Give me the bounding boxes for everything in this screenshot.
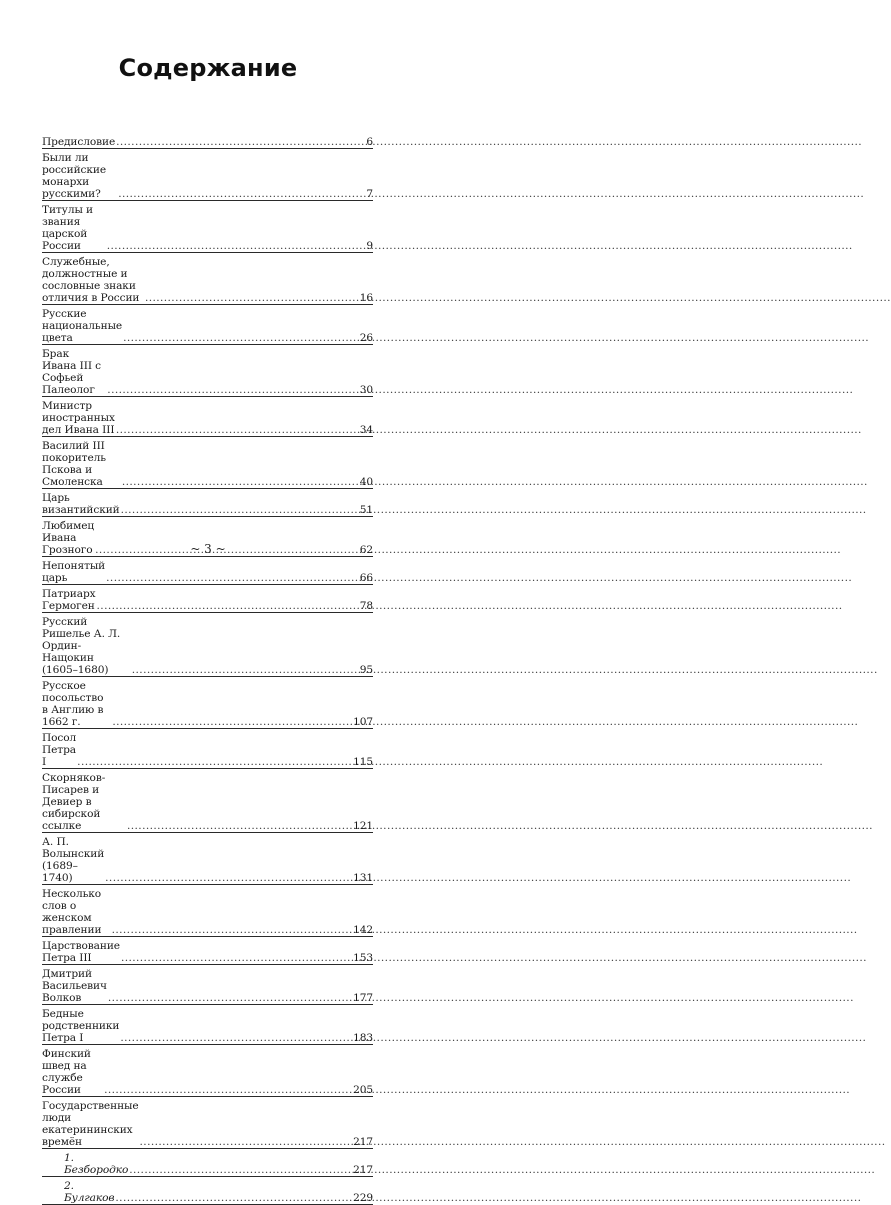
toc-entry — [42, 677, 373, 729]
toc-entry — [42, 345, 373, 397]
dot-leader — [106, 572, 360, 584]
toc-entry-page: 6 — [366, 136, 373, 148]
toc-entry-title: Патриарх Гермоген — [42, 588, 96, 612]
toc-subentry-page: 217 — [353, 1164, 373, 1176]
toc-subentry-title: 1. Безбородко — [64, 1152, 129, 1176]
toc-entry-title: Непонятый царь — [42, 560, 106, 584]
dot-leader — [115, 1192, 353, 1204]
toc-entry-page: 7 — [366, 188, 373, 200]
dot-leader — [112, 924, 353, 936]
dot-leader — [121, 504, 360, 516]
toc-entry-page: 121 — [353, 820, 373, 832]
dot-leader — [122, 476, 360, 488]
toc-entry-title: Министр иностранных дел Ивана III — [42, 400, 115, 436]
toc-entry — [42, 437, 373, 489]
dot-leader — [127, 820, 353, 832]
dot-leader — [132, 664, 360, 676]
page-number: ~ 3 ~ — [190, 542, 226, 556]
dot-leader — [77, 756, 353, 768]
toc-entry-page: 16 — [359, 292, 373, 304]
toc-entry-title: Брак Ивана III с Софьей Палеолог — [42, 348, 102, 396]
toc-entry-page: 40 — [359, 476, 373, 488]
toc-subentry — [42, 1177, 373, 1205]
toc-entry-page: 183 — [353, 1032, 373, 1044]
toc-entry-title: Государственные люди екатерининских времён — [42, 1100, 139, 1148]
toc-entry-page: 30 — [359, 384, 373, 396]
toc-entry — [42, 397, 373, 437]
toc-entry — [42, 133, 373, 149]
toc-entry-page: 26 — [359, 332, 373, 344]
toc-entry — [42, 253, 373, 305]
toc-entry-title: Дмитрий Васильевич Волков — [42, 968, 107, 1004]
toc-entry-title: Василий III покоритель Пскова и Смоленска — [42, 440, 106, 488]
toc-entry — [42, 585, 373, 613]
toc-entry-title: Финский швед на службе России — [42, 1048, 91, 1096]
toc-entry — [42, 937, 373, 965]
toc-entry-page: 9 — [366, 240, 373, 252]
dot-leader — [97, 600, 360, 612]
toc-entry-page: 153 — [353, 952, 373, 964]
toc-entry — [42, 557, 373, 585]
toc-subentry-title: 2. Булгаков — [64, 1180, 115, 1204]
toc-entry-page: 177 — [353, 992, 373, 1004]
toc-entry — [42, 885, 373, 937]
toc-entry-page: 34 — [359, 424, 373, 436]
toc-entry-title: Русский Ришелье А. Л. Ордин-Нащокин (1605–1680) — [42, 616, 121, 676]
page-title: Содержание — [118, 54, 298, 82]
toc-entry-page: 78 — [359, 600, 373, 612]
toc-entry — [42, 613, 373, 677]
toc-entry — [42, 965, 373, 1005]
dot-leader — [118, 188, 366, 200]
dot-leader — [120, 1032, 353, 1044]
toc-entry-page: 51 — [359, 504, 373, 516]
toc-entry-page: 217 — [353, 1136, 373, 1148]
toc-entry-title: Титулы и звания царской России — [42, 204, 94, 252]
toc-subentry-page: 229 — [353, 1192, 373, 1204]
toc-entry-title: Были ли российские монархи русскими? — [42, 152, 107, 200]
toc-entry-title: Царь византийский — [42, 492, 120, 516]
dot-leader — [112, 716, 353, 728]
toc-entry — [42, 489, 373, 517]
dot-leader — [108, 992, 353, 1004]
toc-entry-page: 66 — [359, 572, 373, 584]
dot-leader — [107, 384, 359, 396]
dot-leader — [145, 292, 360, 304]
dot-leader — [105, 872, 353, 884]
toc-entry-page: 142 — [353, 924, 373, 936]
toc-entry — [42, 305, 373, 345]
toc-entry — [42, 201, 373, 253]
toc-entry-title: Посол Петра I — [42, 732, 77, 768]
toc-entry — [42, 1097, 373, 1149]
toc-entry-title: Предисловие — [42, 136, 116, 148]
toc-entry-title: Царствование Петра III — [42, 940, 120, 964]
toc-entry-title: Русское посольство в Англию в 1662 г. — [42, 680, 104, 728]
toc-entry — [42, 1005, 373, 1045]
dot-leader — [104, 1084, 353, 1096]
dot-leader — [123, 332, 360, 344]
toc-entry-page: 95 — [359, 664, 373, 676]
toc-entry — [42, 729, 373, 769]
book-page — [0, 0, 416, 1204]
toc-entry-title: Несколько слов о женском правлении — [42, 888, 102, 936]
toc-entry-title: А. П. Волынский (1689–1740) — [42, 836, 105, 884]
toc-entry-title: Любимец Ивана Грозного — [42, 520, 95, 556]
toc-entry-page: 62 — [359, 544, 373, 556]
toc-subentry — [42, 1149, 373, 1177]
toc-entry-title: Бедные родственники Петра I — [42, 1008, 120, 1044]
toc-entry-title: Скорняков-Писарев и Девиер в сибирской ссылке — [42, 772, 106, 832]
dot-leader — [129, 1164, 353, 1176]
toc-entry — [42, 149, 373, 201]
dot-leader — [121, 952, 353, 964]
toc-entry-title: Служебные, должностные и сословные знаки отличия в России — [42, 256, 140, 304]
dot-leader — [116, 424, 360, 436]
toc-entry-page: 131 — [353, 872, 373, 884]
toc-entry-page: 205 — [353, 1084, 373, 1096]
dot-leader — [116, 136, 366, 148]
table-of-contents — [42, 133, 373, 1205]
toc-entry-page: 115 — [353, 756, 373, 768]
dot-leader — [107, 240, 367, 252]
toc-entry — [42, 769, 373, 833]
toc-entry — [42, 1045, 373, 1097]
toc-entry — [42, 833, 373, 885]
dot-leader — [140, 1136, 354, 1148]
toc-entry-title: Русские национальные цвета — [42, 308, 123, 344]
toc-entry-page: 107 — [353, 716, 373, 728]
